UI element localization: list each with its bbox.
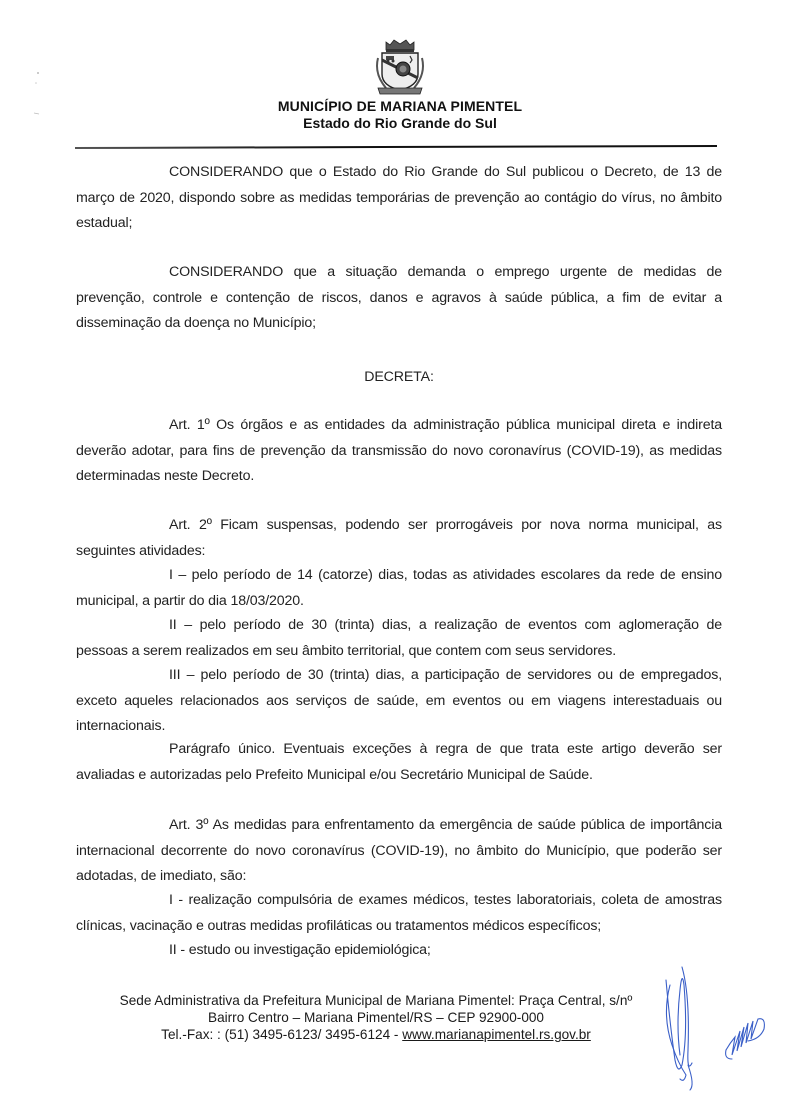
article-3-item-1: I - realização compulsória de exames médicos, testes laboratoriais, coleta de amostras clínicas, vacinação e outras medidas profiláticas ou tratamentos médicos específicos;: [76, 892, 722, 934]
website-link[interactable]: www.marianapimentel.rs.gov.br: [402, 1027, 591, 1042]
state-subtitle: Estado do Rio Grande do Sul: [303, 115, 497, 131]
footer-address: Sede Administrativa da Prefeitura Municipal de Mariana Pimentel: Praça Central, s/nº: [119, 993, 633, 1008]
article-2-item-3: III – pelo período de 30 (trinta) dias, a participação de servidores ou de empregados, exceto aqueles relacionados aos serviços de saúde, em eventos ou em viagens interestaduais ou internacionais.: [76, 667, 722, 734]
page-footer: [96, 992, 656, 1043]
decreta-heading: DECRETA:: [364, 369, 434, 385]
footer-phone: Tel.-Fax: : (51) 3495-6123/ 3495-6124 -: [161, 1027, 403, 1042]
footer-district: Bairro Centro – Mariana Pimentel/RS – CEP 92900-000: [208, 1010, 544, 1025]
article-3-caput: Art. 3º As medidas para enfrentamento da emergência de saúde pública de importância internacional decorrente do novo coronavírus (COVID-19), no âmbito do Município, que poderão ser adotadas, de imediato, são:: [76, 817, 722, 884]
handwritten-initials-icon: [726, 1019, 765, 1059]
article-2-item-2: II – pelo período de 30 (trinta) dias, a realização de eventos com aglomeração de pessoas a serem realizados em seu âmbito territorial, que contem com seus servidores.: [76, 617, 722, 659]
article-1: Art. 1º Os órgãos e as entidades da administração pública municipal direta e indireta deverão adotar, para fins de prevenção da transmissão do novo coronavírus (COVID-19), as medidas determinadas neste Decreto.: [76, 417, 722, 484]
footer-contact: [96, 1026, 656, 1043]
article-2-caput: Art. 2º Ficam suspensas, podendo ser prorrogáveis por nova norma municipal, as seguintes atividades:: [76, 517, 722, 559]
signature-area: [640, 955, 790, 1095]
considerando-paragraph-2: CONSIDERANDO que a situação demanda o emprego urgente de medidas de prevenção, controle e contenção de riscos, danos e agravos à saúde pública, a fim de evitar a disseminação da doença no Município;: [76, 264, 722, 331]
article-3-item-2: II - estudo ou investigação epidemiológica;: [169, 942, 431, 958]
coat-of-arms-icon: [372, 38, 428, 96]
header-divider: [75, 145, 717, 149]
municipal-crest-icon: [372, 38, 428, 96]
article-2-item-1: I – pelo período de 14 (catorze) dias, todas as atividades escolares da rede de ensino municipal, a partir do dia 18/03/2020.: [76, 567, 722, 609]
handwritten-signature-icon: [666, 967, 692, 1090]
article-2-paragrafo-unico: Parágrafo único. Eventuais exceções à regra de que trata este artigo deverão ser avaliadas e autorizadas pelo Prefeito Municipal e/ou Secretário Municipal de Saúde.: [76, 741, 722, 783]
considerando-paragraph-1: CONSIDERANDO que o Estado do Rio Grande do Sul publicou o Decreto, de 13 de março de 2020, dispondo sobre as medidas temporárias de prevenção ao contágio do vírus, no âmbito estadual;: [76, 164, 722, 231]
municipality-title: MUNICÍPIO DE MARIANA PIMENTEL: [277, 98, 523, 114]
